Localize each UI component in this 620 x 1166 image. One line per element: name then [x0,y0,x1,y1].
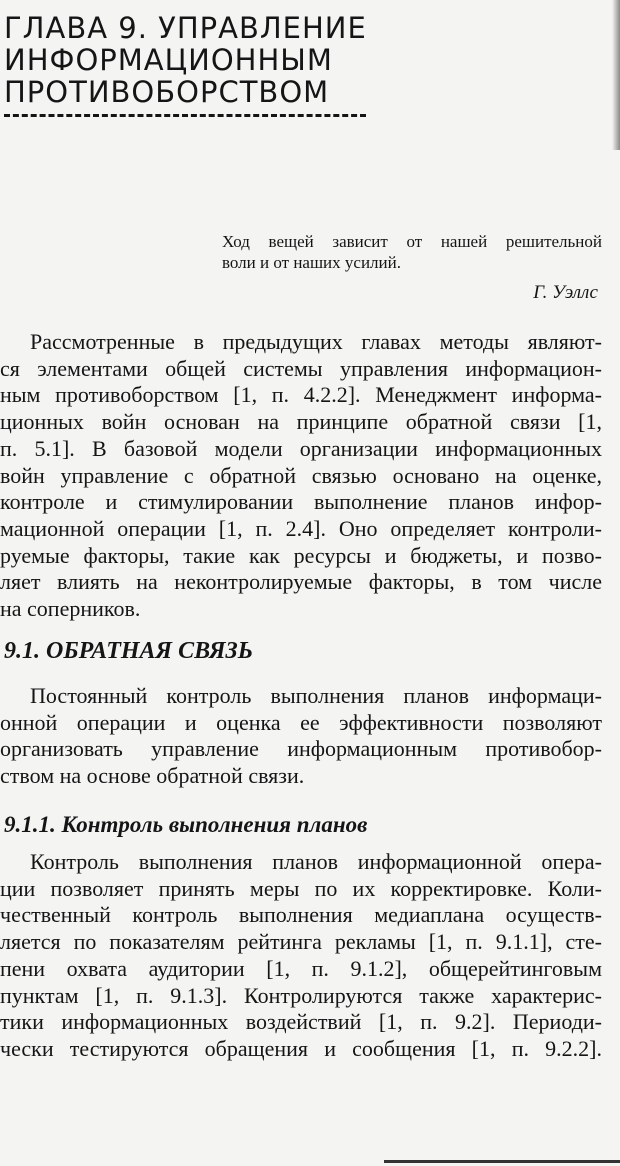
epigraph-line: воли и от наших усилий. [222,253,401,272]
paragraph-line: пунктам [1, п. 9.1.3]. Контролируются также характерис- [0,982,602,1008]
title-dashed-underline [4,114,366,117]
footer-rule [384,1160,620,1163]
paragraph-line: тики информационных воздействий [1, п. 9.2]. Периоди- [0,1009,602,1035]
paragraph-line: руемые факторы, такие как ресурсы и бюджеты, и позво- [0,542,602,568]
chapter-title [4,12,474,108]
paragraph-line: Постоянный контроль выполнения планов информаци- [30,683,602,708]
paragraph-line: контроле и стимулировании выполнение планов инфор- [0,489,602,515]
intro-paragraph [0,329,602,623]
paragraph-line: ции позволяет принять меры по их корректировке. Коли- [0,875,602,901]
paragraph-line: организовать управление информационным противобор- [0,736,602,762]
chapter-title-line: ПРОТИВОБОРСТВОМ [4,75,330,109]
section-paragraph [0,683,602,790]
paragraph-line: чественный контроль выполнения медиаплана осуществ- [0,902,602,928]
paragraph-line: онной операции и оценка ее эффективности позволяют [0,709,602,735]
paragraph-line: Контроль выполнения планов информационной опера- [30,849,602,874]
paragraph-line: ством на основе обратной связи. [0,763,305,789]
chapter-title-line: ГЛАВА 9. УПРАВЛЕНИЕ [4,11,367,45]
epigraph [222,231,602,273]
paragraph-line: на соперников. [0,596,141,622]
paragraph-line: пени охвата аудитории [1, п. 9.1.2], общерейтинговым [0,955,602,981]
paragraph-line: п. 5.1]. В базовой модели организации информационных [0,435,602,461]
paragraph-line: ляет влиять на неконтролируемые факторы, в том числе [0,569,602,595]
page-edge-shadow [612,0,620,150]
paragraph-line: ционных войн основан на принципе обратной связи [1, [0,409,602,435]
chapter-title-line: ИНФОРМАЦИОННЫМ [4,43,333,77]
paragraph-line: Рассмотренные в предыдущих главах методы являют- [30,329,602,354]
paragraph-line: войн управление с обратной связью основано на оценке, [0,462,602,488]
epigraph-author: Г. Уэллс [533,282,598,303]
paragraph-line: чески тестируются обращения и сообщения [1, п. 9.2.2]. [0,1035,602,1061]
subsection-heading: 9.1.1. Контроль выполнения планов [4,812,368,837]
section-heading: 9.1. ОБРАТНАЯ СВЯЗЬ [4,638,253,664]
paragraph-line: ным противоборством [1, п. 4.2.2]. Менеджмент информа- [0,382,602,408]
paragraph-line: ляется по показателям рейтинга рекламы [1, п. 9.1.1], сте- [0,929,602,955]
subsection-paragraph [0,849,602,1063]
paragraph-line: мационной операции [1, п. 2.4]. Оно определяет контроли- [0,515,602,541]
epigraph-line: Ход вещей зависит от нашей решительной [222,232,602,251]
paragraph-line: ся элементами общей системы управления информацион- [0,355,602,381]
